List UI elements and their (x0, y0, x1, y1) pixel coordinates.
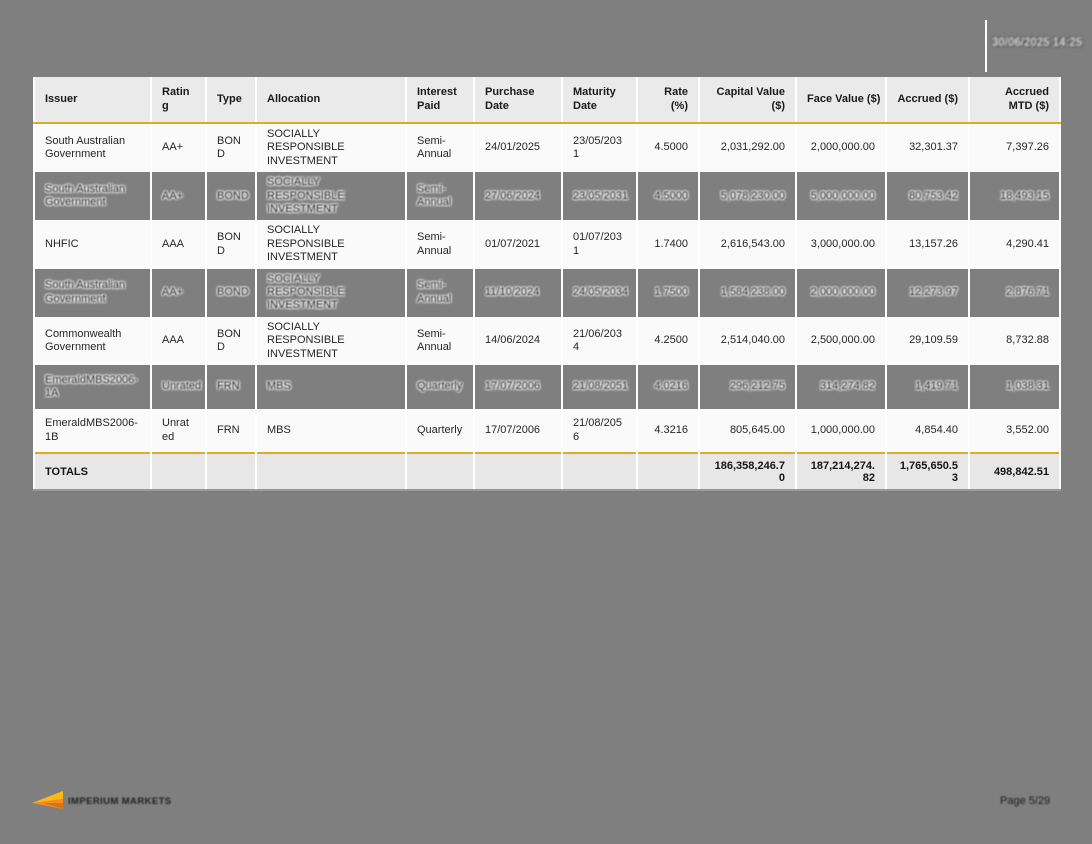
cell-interest-paid: Semi-Annual (417, 327, 452, 353)
cell-issuer: South Australian Government (45, 279, 126, 305)
cell-purchase-date: 24/01/2025 (485, 141, 541, 154)
col-header-accrued-mtd: Accrued MTD ($) (969, 77, 1060, 123)
blurred-timestamp-stamp: 30/06/2025 14:25 (992, 37, 1083, 49)
cell-face-value: 2,000,000.00 (810, 286, 875, 299)
cell-accrued: 1,419.71 (915, 380, 958, 393)
footer-brand-text: IMPERIUM MARKETS (68, 796, 172, 807)
cell-issuer: South Australian Government (45, 134, 126, 161)
cell-issuer: EmeraldMBS2006-1B (45, 417, 138, 443)
cell-type: FRN (217, 423, 240, 436)
cell-face-value: 3,000,000.00 (810, 237, 875, 250)
col-header-rating: Rating (151, 77, 206, 123)
cell-rate: 4.3216 (654, 423, 688, 436)
cell-interest-paid: Semi-Annual (417, 182, 452, 209)
col-header-accrued: Accrued ($) (886, 77, 969, 123)
cell-rate: 4.0216 (654, 380, 688, 393)
table-totals (34, 453, 1060, 490)
cell-type: BOND (217, 189, 249, 202)
cell-rating: Unrated (162, 380, 202, 393)
cell-accrued-mtd: 7,397.26 (1006, 141, 1049, 154)
table-row-ghosted (34, 365, 1060, 409)
col-header-rate: Rate (%) (637, 77, 699, 123)
totals-row (34, 453, 1060, 490)
cell-interest-paid: Quarterly (417, 423, 463, 436)
text-cursor (985, 20, 987, 72)
col-header-face-value: Face Value ($) (796, 77, 886, 123)
cell-rate: 1.7400 (654, 237, 688, 250)
cell-accrued: 13,157.26 (909, 237, 958, 250)
totals-accrued: 1,765,650.53 (899, 459, 958, 484)
table-row-ghosted (34, 269, 1060, 317)
header-row (34, 77, 1060, 123)
cell-maturity-date: 24/05/2034 (573, 286, 629, 299)
cell-face-value: 5,000,000.00 (810, 189, 875, 202)
cell-issuer: South Australian Government (45, 182, 126, 209)
totals-face-value: 187,214,274.82 (810, 459, 875, 484)
cell-allocation: SOCIALLY RESPONSIBLE INVESTMENT (267, 176, 345, 216)
cell-capital-value: 5,078,230.00 (720, 189, 785, 202)
cell-accrued-mtd: 4,290.41 (1006, 237, 1049, 250)
cell-issuer: Commonwealth Government (45, 327, 122, 353)
col-header-type: Type (206, 77, 256, 123)
cell-purchase-date: 01/07/2021 (485, 237, 541, 250)
cell-capital-value: 1,584,238.00 (720, 286, 785, 299)
cell-capital-value: 296,212.75 (729, 380, 785, 393)
cell-accrued-mtd: 8,732.88 (1006, 334, 1049, 347)
totals-accrued-mtd: 498,842.51 (993, 465, 1049, 478)
cell-interest-paid: Semi-Annual (417, 279, 452, 305)
col-header-purchase-date: Purchase Date (474, 77, 562, 123)
cell-accrued: 80,753.42 (909, 189, 958, 202)
cell-face-value: 1,000,000.00 (810, 423, 875, 436)
cell-interest-paid: Semi-Annual (417, 134, 452, 161)
cell-capital-value: 2,514,040.00 (720, 334, 785, 347)
cell-rating: Unrated (162, 417, 189, 443)
cell-rate: 1.7500 (654, 286, 688, 299)
cell-maturity-date: 01/07/2031 (573, 231, 622, 257)
cell-type: BOND (217, 134, 241, 161)
cell-accrued-mtd: 18,493.15 (1000, 189, 1049, 202)
cell-interest-paid: Semi-Annual (417, 231, 452, 257)
cell-accrued-mtd: 1,038.31 (1006, 380, 1049, 393)
col-header-interest-paid: Interest Paid (406, 77, 474, 123)
cell-issuer: NHFIC (45, 237, 79, 250)
cell-face-value: 2,000,000.00 (810, 141, 875, 154)
cell-maturity-date: 23/05/2031 (573, 134, 622, 161)
cell-purchase-date: 17/07/2006 (485, 380, 541, 393)
cell-accrued: 4,854.40 (915, 423, 958, 436)
col-header-capital-value: Capital Value ($) (699, 77, 796, 123)
cell-allocation: MBS (267, 423, 291, 436)
cell-allocation: SOCIALLY RESPONSIBLE INVESTMENT (267, 224, 345, 264)
cell-interest-paid: Quarterly (417, 380, 463, 393)
col-header-allocation: Allocation (256, 77, 406, 123)
cell-type: FRN (217, 380, 240, 393)
cell-capital-value: 2,616,543.00 (720, 237, 785, 250)
totals-capital-value: 186,358,246.70 (714, 459, 785, 484)
table-header (34, 77, 1060, 123)
cell-rating: AA+ (162, 286, 184, 299)
cell-type: BOND (217, 231, 241, 257)
holdings-table (33, 77, 1061, 491)
cell-accrued-mtd: 2,876.71 (1006, 286, 1049, 299)
cell-face-value: 314,274.82 (819, 380, 875, 393)
cell-accrued: 12,273.97 (909, 286, 958, 299)
cell-allocation: SOCIALLY RESPONSIBLE INVESTMENT (267, 128, 345, 167)
table-row (34, 123, 1060, 172)
cell-maturity-date: 21/06/2034 (573, 327, 622, 353)
table-row (34, 317, 1060, 365)
cell-rating: AA+ (162, 141, 184, 154)
totals-label: TOTALS (45, 465, 88, 478)
col-header-maturity-date: Maturity Date (562, 77, 637, 123)
cell-type: BOND (217, 286, 249, 299)
cell-allocation: MBS (267, 380, 291, 393)
cell-capital-value: 805,645.00 (729, 423, 785, 436)
cell-rating: AA+ (162, 189, 184, 202)
cell-purchase-date: 14/06/2024 (485, 334, 541, 347)
table-row (34, 220, 1060, 268)
cell-issuer: EmeraldMBS2006-1A (45, 373, 138, 400)
cell-maturity-date: 23/05/2031 (573, 189, 629, 202)
cell-purchase-date: 17/07/2006 (485, 423, 541, 436)
table-row (34, 409, 1060, 453)
table-row-ghosted (34, 172, 1060, 220)
imperium-arrow-logo-icon (30, 789, 64, 816)
cell-rate: 4.5000 (654, 141, 688, 154)
cell-maturity-date: 21/08/2056 (573, 417, 622, 443)
cell-accrued-mtd: 3,552.00 (1006, 423, 1049, 436)
col-header-issuer: Issuer (34, 77, 151, 123)
cell-purchase-date: 11/10/2024 (485, 286, 540, 299)
cell-maturity-date: 21/08/2051 (573, 380, 629, 393)
cell-capital-value: 2,031,292.00 (720, 141, 785, 154)
cell-accrued: 32,301.37 (909, 141, 958, 154)
cell-accrued: 29,109.59 (909, 334, 958, 347)
cell-type: BOND (217, 327, 241, 353)
cell-purchase-date: 27/06/2024 (485, 189, 541, 202)
cell-face-value: 2,500,000.00 (810, 334, 875, 347)
page-number-label: Page 5/29 (1000, 795, 1051, 807)
cell-rate: 4.5000 (654, 189, 688, 202)
cell-rate: 4.2500 (654, 334, 688, 347)
cell-rating: AAA (162, 334, 185, 347)
cell-rating: AAA (162, 237, 185, 250)
cell-allocation: SOCIALLY RESPONSIBLE INVESTMENT (267, 272, 345, 312)
cell-allocation: SOCIALLY RESPONSIBLE INVESTMENT (267, 320, 345, 360)
